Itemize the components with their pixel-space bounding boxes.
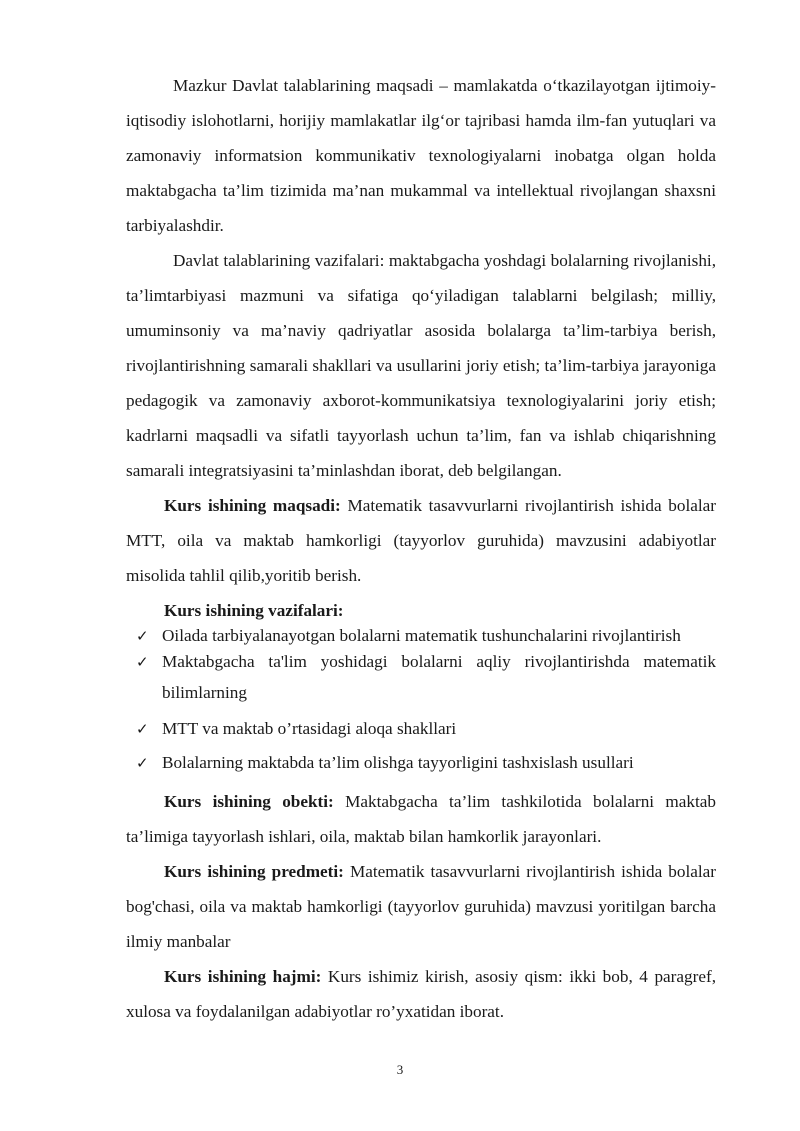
checkmark-icon: ✓: [136, 653, 149, 671]
object-text: Maktabgacha ta’lim tashkilotida bolalarni maktab ta’limiga tayyorlash ishlari, oila, maktab bilan hamkorlik jarayonlari.: [126, 792, 716, 846]
subject-text: Matematik tasavvurlarni rivojlantirish ishida bolalar bog'chasi, oila va maktab hamkorligi (tayyorlov guruhida) mavzusi yoritilgan barcha ilmiy manbalar: [126, 862, 716, 951]
list-item-text-line1: Maktabgacha ta'lim yoshidagi bolalarni aqliy rivojlantirishda matematik: [162, 652, 716, 671]
list-item: [126, 712, 716, 746]
tasks-heading: Kurs ishining vazifalari:: [164, 601, 344, 620]
volume-label: Kurs ishining hajmi:: [164, 967, 322, 986]
tasks-paragraph: Davlat talablarining vazifalari: maktabgacha yoshdagi bolalarning rivojlanishi, ta’limtarbiyasi mazmuni va sifatiga qo‘yiladigan talablarni belgilash; milliy, umuminsoniy va ma’naviy qadriyatlar asosida bolalarga ta’lim-tarbiya berish, rivojlantirishning samarali shakllari va usullarini joriy etish; ta’lim-tarbiya jarayoniga pedagogik va zamonaviy axborot-kommunikatsiya texnologiyalarini joriy etish; kadrlarni maqsadli va sifatli tayyorlash uchun ta’lim, fan va ishlab chiqarishning samarali integratsiyasini ta’minlashdan iborat, deb belgilangan.: [126, 251, 716, 480]
checkmark-icon: ✓: [136, 627, 149, 645]
volume-section: [126, 959, 716, 1029]
goal-label: Kurs ishining maqsadi:: [164, 496, 341, 515]
list-item-text: Oilada tarbiyalanayotgan bolalarni matematik tushunchalarini rivojlantirish: [162, 626, 681, 645]
list-item-text-line2: bilimlarning: [162, 683, 247, 702]
tasks-list: [126, 624, 716, 780]
page-number: 3: [396, 1062, 404, 1077]
goal-text: Matematik tasavvurlarni rivojlantirish ishida bolalar MTT, oila va maktab hamkorligi (tayyorlov guruhida) mavzusini adabiyotlar misolida tahlil qilib,yoritib berish.: [126, 496, 716, 585]
list-item-text: Bolalarning maktabda ta’lim olishga tayyorligini tashxislash usullari: [162, 753, 634, 772]
list-item: [126, 650, 716, 712]
list-item: [126, 624, 716, 648]
checkmark-icon: ✓: [136, 720, 149, 738]
volume-text: Kurs ishimiz kirish, asosiy qism: ikki bob, 4 paragref, xulosa va foydalanilgan adabiyotlar ro’yxatidan iborat.: [126, 967, 717, 1021]
goal-section: [126, 488, 716, 593]
list-item-text: MTT va maktab o’rtasidagi aloqa shakllari: [162, 719, 457, 738]
document-page: [126, 68, 716, 1029]
intro-paragraph: Mazkur Davlat talablarining maqsadi – mamlakatda o‘tkazilayotgan ijtimoiy-iqtisodiy islohotlarni, horijiy mamlakatlar ilg‘or tajribasi hamda ilm-fan yutuqlari va zamonaviy informatsion kommunikativ texnologiyalarni inobatga olgan holda maktabgacha ta’lim tizimida ma’nan mukammal va intellektual rivojlangan shaxsni tarbiyalashdir.: [126, 76, 716, 235]
checkmark-icon: ✓: [136, 754, 149, 772]
object-section: [126, 784, 716, 854]
object-label: Kurs ishining obekti:: [164, 792, 334, 811]
subject-label: Kurs ishining predmeti:: [164, 862, 344, 881]
subject-section: [126, 854, 716, 959]
list-item: [126, 746, 716, 780]
